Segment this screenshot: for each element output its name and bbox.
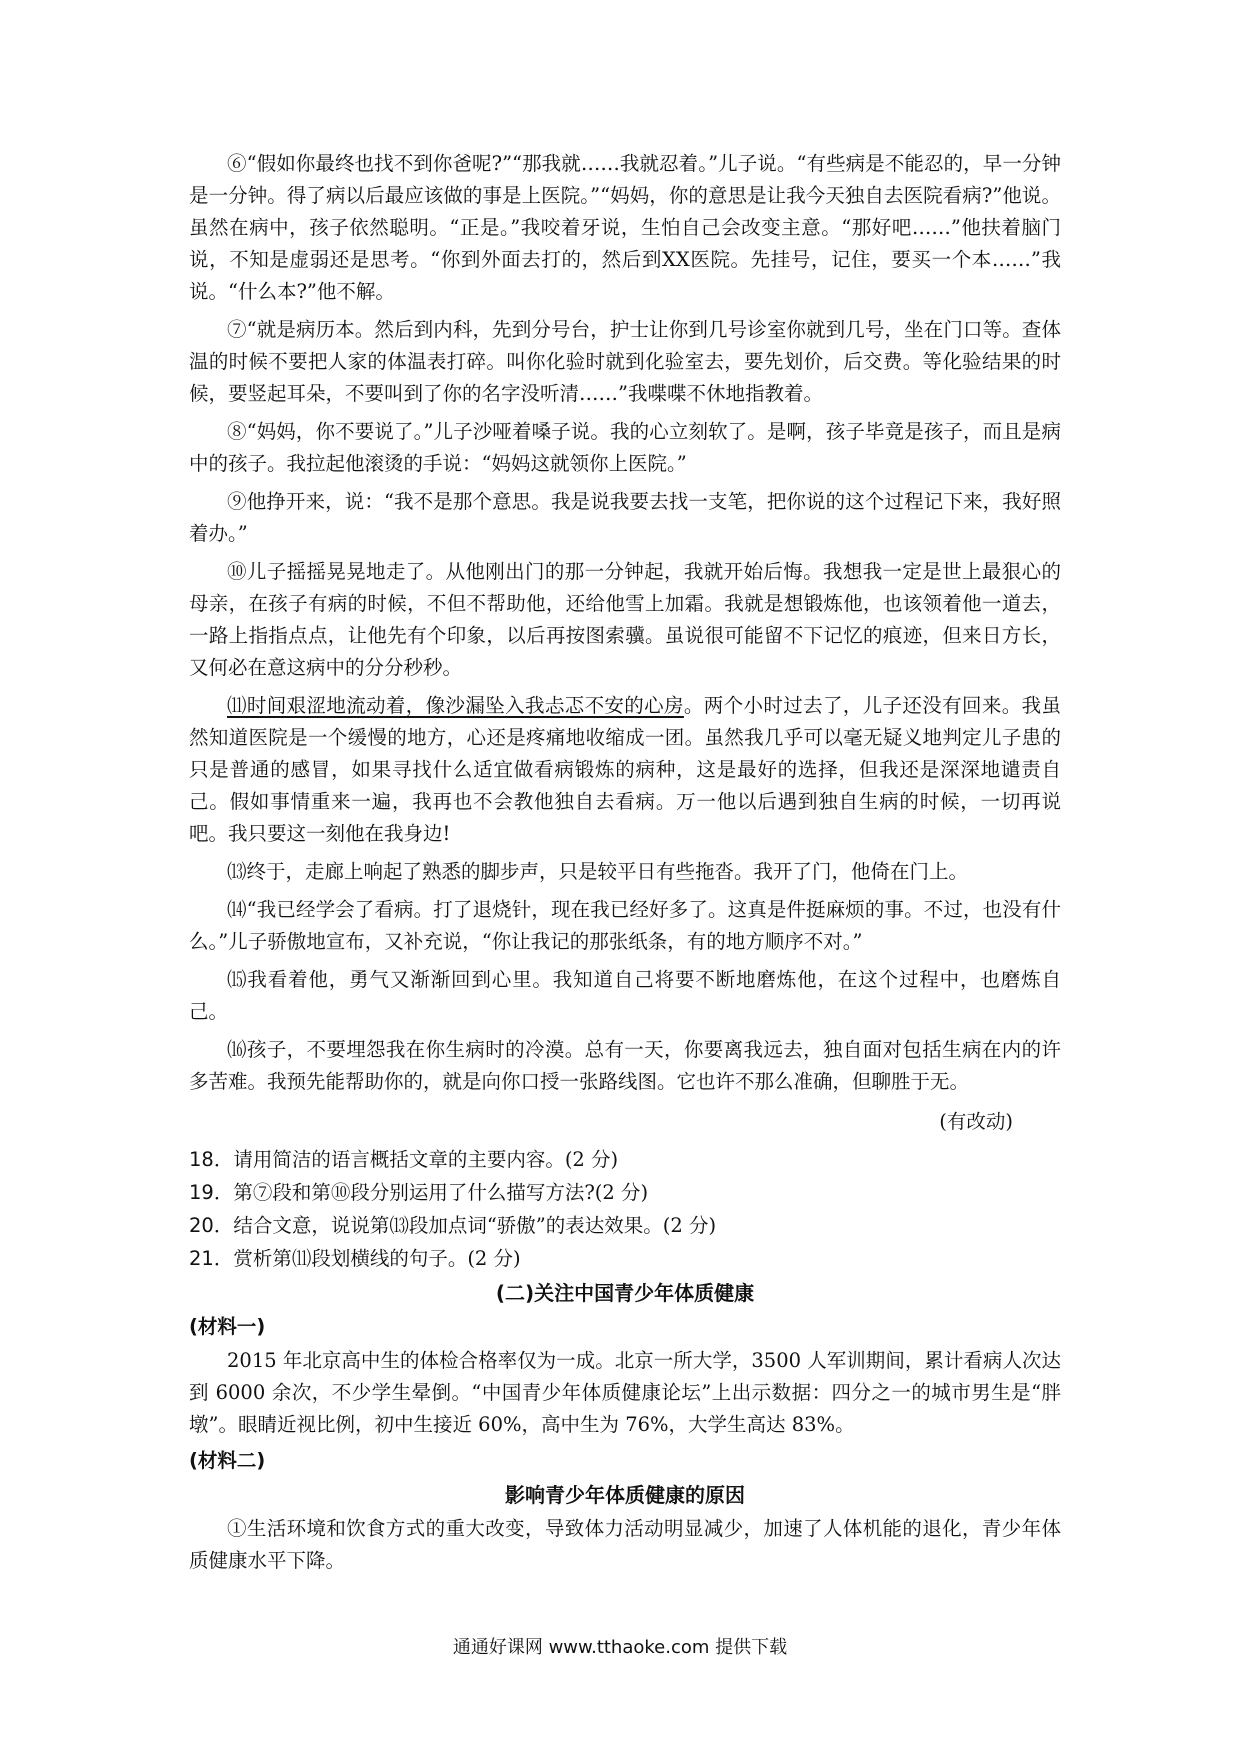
- question-20: [189, 1210, 1061, 1242]
- material-2-text: ①生活环境和饮食方式的重大改变，导致体力活动明显减少，加速了人体机能的退化，青少年体质健康水平下降。: [189, 1517, 1061, 1572]
- page-footer: 通通好课网 www.tthaoke.com 提供下载: [452, 1637, 788, 1658]
- question-text: 第⑦段和第⑩段分别运用了什么描写方法?(2 分): [233, 1181, 649, 1204]
- material-1-text: 2015 年北京高中生的体检合格率仅为一成。北京一所大学，3500 人军训期间，累计看病人次达到 6000 余次，不少学生晕倒。“中国青少年体质健康论坛”上出示数据：四分之一的城市男生是“胖墩”。眼睛近视比例，初中生接近 60%，高中生为 76%，大学生高达 83%。: [189, 1349, 1061, 1436]
- document-body: [189, 148, 1061, 1581]
- paragraph-6: ⑥“假如你最终也找不到你爸呢?”“那我就……我就忍着。”儿子说。“有些病是不能忍的，早一分钟是一分钟。得了病以后最应该做的事是上医院。”“妈妈，你的意思是让我今天独自去医院看病?”他说。虽然在病中，孩子依然聪明。“正是。”我咬着牙说，生怕自己会改变主意。“那好吧……”他扶着脑门说，不知是虚弱还是思考。“你到外面去打的，然后到XX医院。先挂号，记住，要买一个本……”我说。“什么本?”他不解。: [189, 152, 1061, 303]
- material-2-label: (材料二): [189, 1449, 266, 1472]
- question-text: 赏析第⑾段划横线的句子。(2 分): [233, 1247, 521, 1270]
- question-18: [189, 1144, 1061, 1176]
- paragraph-11-rest: 。两个小时过去了，儿子还没有回来。我虽然知道医院是一个缓慢的地方，心还是疼痛地收缩成一团。虽然我几乎可以毫无疑义地判定儿子患的只是普通的感冒，如果寻找什么适宜做看病锻炼的病种，这是最好的选择，但我还是深深地谴责自己。假如事情重来一遍，我再也不会教他独自去看病。万一他以后遇到独自生病的时候，一切再说吧。我只要这一刻他在我身边!: [189, 694, 1061, 845]
- question-text: 结合文意，说说第⒀段加点词“骄傲”的表达效果。(2 分): [233, 1214, 717, 1237]
- question-19: [189, 1177, 1061, 1209]
- question-text: 请用简洁的语言概括文章的主要内容。(2 分): [233, 1148, 619, 1171]
- source-note: (有改动): [939, 1110, 1013, 1133]
- question-number: 18．: [189, 1148, 234, 1171]
- paragraph-7: ⑦“就是病历本。然后到内科，先到分号台，护士让你到几号诊室你就到几号，坐在门口等。查体温的时候不要把人家的体温表打碎。叫你化验时就到化验室去，要先划价，后交费。等化验结果的时候，要竖起耳朵，不要叫到了你的名字没听清……”我喋喋不休地指教着。: [189, 318, 1061, 405]
- paragraph-9: ⑨他挣开来，说：“我不是那个意思。我是说我要去找一支笔，把你说的这个过程记下来，我好照着办。”: [189, 490, 1061, 545]
- paragraph-8: ⑧“妈妈，你不要说了。”儿子沙哑着嗓子说。我的心立刻软了。是啊，孩子毕竟是孩子，而且是病中的孩子。我拉起他滚烫的手说：“妈妈这就领你上医院。”: [189, 420, 1061, 475]
- question-number: 20．: [189, 1214, 234, 1237]
- paragraph-15: ⒂我看着他，勇气又渐渐回到心里。我知道自己将要不断地磨炼他，在这个过程中，也磨炼自己。: [189, 968, 1061, 1023]
- question-number: 19．: [189, 1181, 234, 1204]
- material-1-label: (材料一): [189, 1315, 266, 1338]
- paragraph-11: [189, 690, 1061, 850]
- material-2-title: 影响青少年体质健康的原因: [505, 1483, 745, 1507]
- section-title: (二)关注中国青少年体质健康: [495, 1281, 755, 1305]
- paragraph-13: ⒀终于，走廊上响起了熟悉的脚步声，只是较平日有些拖沓。我开了门，他倚在门上。: [227, 860, 969, 883]
- paragraph-10: ⑩儿子摇摇晃晃地走了。从他刚出门的那一分钟起，我就开始后悔。我想我一定是世上最狠心的母亲，在孩子有病的时候，不但不帮助他，还给他雪上加霜。我就是想锻炼他，也该领着他一道去，一路上指指点点，让他先有个印象，以后再按图索骥。虽说很可能留不下记忆的痕迹，但来日方长，又何必在意这病中的分分秒秒。: [189, 560, 1061, 679]
- question-21: [189, 1243, 1061, 1275]
- paragraph-14: ⒁“我已经学会了看病。打了退烧针，现在我已经好多了。这真是件挺麻烦的事。不过，也没有什么。”儿子骄傲地宣布，又补充说，“你让我记的那张纸条，有的地方顺序不对。”: [189, 898, 1061, 953]
- paragraph-16: ⒃孩子，不要埋怨我在你生病时的冷漠。总有一天，你要离我远去，独自面对包括生病在内的许多苦难。我预先能帮助你的，就是向你口授一张路线图。它也许不那么准确，但聊胜于无。: [189, 1038, 1061, 1093]
- question-number: 21．: [189, 1247, 234, 1270]
- underlined-sentence: ⑾时间艰涩地流动着，像沙漏坠入我忐忑不安的心房: [227, 694, 684, 717]
